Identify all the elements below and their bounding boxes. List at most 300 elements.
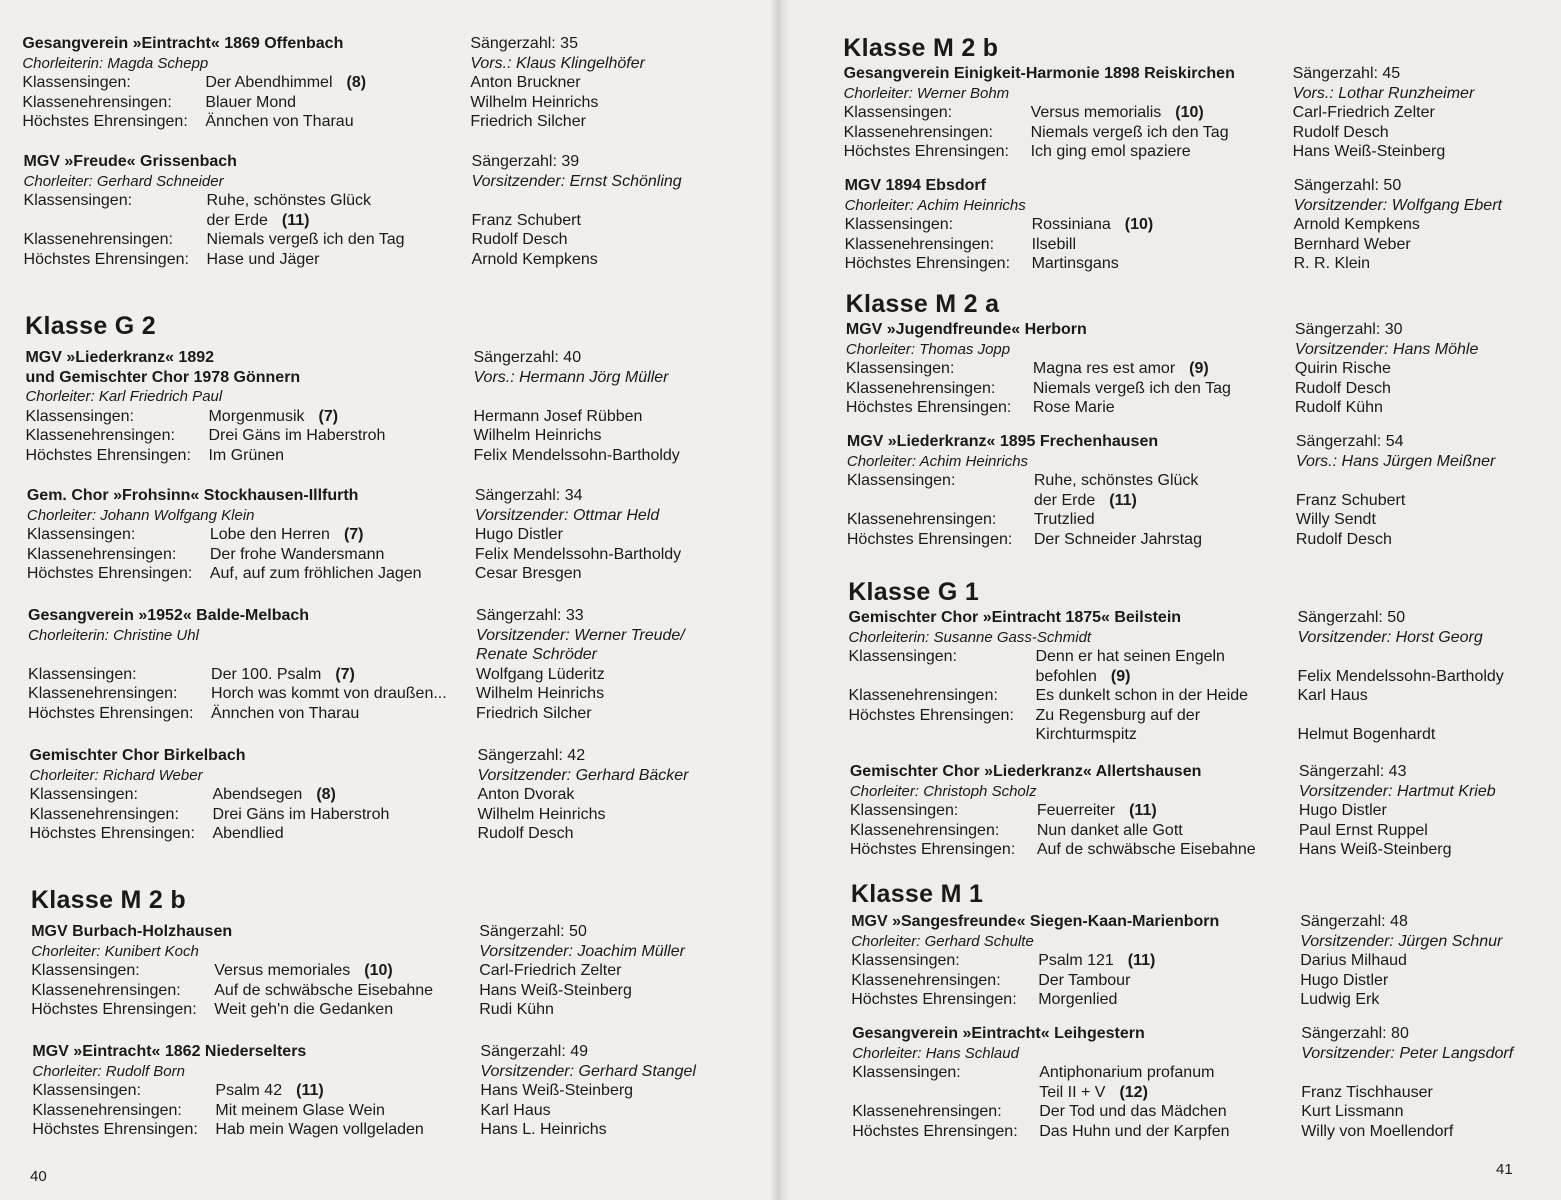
song-title-text: Ilsebill (1031, 235, 1077, 253)
composer: Franz Tischhauser (1301, 1083, 1433, 1101)
header-row (28, 645, 770, 665)
header-row (845, 176, 1556, 196)
header-row (29, 746, 770, 766)
song-title (211, 684, 447, 704)
song-title-text: Magna res est amor (1032, 360, 1176, 377)
choir-name-line2: und Gemischter Chor 1978 Gönnern (25, 368, 301, 386)
program-row (22, 93, 770, 113)
song-title-text: Psalm 121 (1038, 952, 1114, 969)
choir-entry (846, 320, 1556, 418)
song-title-text: Denn er hat seinen Engeln (1035, 648, 1225, 665)
singer-count: Sängerzahl: 54 (1295, 433, 1404, 450)
composer: Anton Bruckner (470, 74, 581, 91)
category-label: Klassenehrensingen: (22, 93, 172, 111)
difficulty-level: (12) (1119, 1083, 1148, 1101)
choir-name: Gesangverein Einigkeit-Harmonie 1898 Reiskirchen (843, 65, 1235, 82)
composer: Rudolf Desch (1295, 530, 1392, 548)
program-row (848, 686, 1556, 706)
song-title (1039, 1063, 1214, 1083)
program-row (24, 230, 770, 250)
category-label: Klassensingen: (29, 786, 138, 803)
category-label: Klassensingen: (846, 472, 956, 489)
program-row (851, 990, 1556, 1010)
composer: Helmut Bogenhardt (1297, 726, 1436, 743)
song-title-text: Drei Gäns im Haberstroh (212, 805, 390, 823)
program-row (850, 801, 1556, 821)
chair-person: Vorsitzender: Jürgen Schnur (1300, 932, 1503, 950)
choir-entry (844, 64, 1556, 162)
category-label: Höchstes Ehrensingen: (23, 250, 189, 268)
song-title-text: Niemals vergeß ich den Tag (206, 231, 405, 248)
song-title-text: Mit meinem Glase Wein (215, 1101, 385, 1119)
choir-entry (22, 34, 770, 132)
category-label: Klassensingen: (28, 665, 137, 683)
song-title-text: Drei Gäns im Haberstroh (208, 427, 386, 444)
chair-person: Vorsitzender: Werner Treude/ (476, 626, 685, 644)
choir-entry (847, 432, 1556, 549)
section-heading: Klasse M 2 b (30, 886, 186, 914)
program-row (28, 704, 770, 724)
composer: Wilhelm Heinrichs (476, 685, 605, 702)
composer: Wolfgang Lüderitz (476, 665, 605, 683)
difficulty-level: (8) (316, 786, 336, 803)
song-title (1035, 686, 1248, 706)
composer: Hans Weiß-Steinberg (1298, 841, 1452, 858)
song-title (214, 981, 433, 1001)
song-title (205, 112, 353, 132)
singer-count: Sängerzahl: 48 (1300, 913, 1408, 930)
singer-count: Sängerzahl: 40 (473, 349, 582, 366)
page-number-left: 40 (30, 1168, 47, 1185)
difficulty-level: (11) (296, 1082, 324, 1099)
program-row (852, 1063, 1556, 1083)
song-title-text: Horch was kommt von draußen... (211, 685, 447, 702)
category-label: Höchstes Ehrensingen: (851, 991, 1017, 1008)
song-title-text: Morgenlied (1038, 991, 1118, 1008)
program-row (850, 821, 1556, 841)
song-title-text: Teil II + V (1039, 1083, 1106, 1101)
song-title (1035, 647, 1224, 667)
song-title (1035, 725, 1136, 745)
category-label: Höchstes Ehrensingen: (29, 825, 195, 842)
song-title-text: Der Tod und das Mädchen (1039, 1103, 1227, 1120)
chair-person: Vorsitzender: Gerhard Stangel (480, 1062, 696, 1080)
composer: Carl-Friedrich Zelter (1292, 104, 1435, 121)
song-title (207, 191, 372, 211)
header-row (852, 1044, 1556, 1064)
song-title (208, 407, 338, 427)
program-row (852, 1122, 1556, 1142)
section-heading: Klasse G 2 (25, 312, 156, 340)
choir-name: MGV »Jugendfreunde« Herborn (845, 321, 1087, 338)
choir-name: MGV Burbach-Holzhausen (31, 923, 233, 940)
choir-entry (28, 606, 770, 723)
song-title-text: Versus memorialis (1030, 104, 1162, 121)
song-title-text: befohlen (1035, 667, 1097, 685)
song-title (1037, 840, 1256, 860)
category-label: Klassenehrensingen: (845, 379, 996, 397)
difficulty-level: (7) (343, 526, 364, 543)
chair-person-line2: Renate Schröder (476, 646, 598, 663)
bleed-through-spine-text (1526, 590, 1549, 596)
song-title-text: Martinsgans (1031, 255, 1119, 272)
song-title-text: Hase und Jäger (206, 250, 320, 268)
program-row (27, 545, 770, 565)
chair-person: Vorsitzender: Hans Möhle (1294, 340, 1479, 358)
composer: Quirin Rische (1294, 360, 1391, 377)
choir-name: Gemischter Chor »Eintracht 1875« Beilstein (848, 609, 1182, 626)
composer: Rudolf Desch (477, 825, 574, 842)
category-label: Höchstes Ehrensingen: (848, 706, 1014, 724)
chair-person: Vorsitzender: Wolfgang Ebert (1293, 196, 1502, 214)
program-row (25, 446, 770, 466)
category-label: Klassenehrensingen: (843, 123, 993, 141)
composer: Hans Weiß-Steinberg (479, 981, 632, 999)
song-title (1034, 530, 1202, 550)
program-row (847, 510, 1556, 530)
program-row (29, 824, 770, 844)
song-title (207, 211, 310, 231)
song-title-text: Rose Marie (1032, 399, 1115, 416)
song-title (1032, 235, 1076, 255)
program-row (28, 684, 770, 704)
category-label: Klassensingen: (32, 1082, 141, 1099)
choir-name: MGV 1894 Ebsdorf (844, 177, 986, 194)
choir-name: MGV »Eintracht« 1862 Niederselters (32, 1043, 307, 1060)
song-title (1031, 123, 1229, 143)
choir-entry (848, 608, 1556, 745)
song-title-text: Niemals vergeß ich den Tag (1032, 379, 1231, 397)
category-label: Höchstes Ehrensingen: (32, 1121, 198, 1138)
category-label: Klassensingen: (852, 1064, 961, 1081)
chair-person: Vors.: Lothar Runzheimer (1292, 84, 1475, 102)
song-title (1037, 801, 1157, 821)
difficulty-level: (10) (364, 962, 393, 979)
composer: Kurt Lissmann (1301, 1103, 1404, 1120)
program-row (24, 250, 770, 270)
song-title-text: Auf, auf zum fröhlichen Jagen (209, 565, 422, 582)
category-label: Klassensingen: (844, 216, 954, 233)
program-row (31, 981, 770, 1001)
category-label: Klassensingen: (851, 952, 960, 969)
song-title (211, 704, 359, 724)
header-row (851, 932, 1556, 952)
category-label: Höchstes Ehrensingen: (843, 143, 1009, 160)
choir-entry (29, 746, 770, 844)
category-label: Höchstes Ehrensingen: (22, 113, 188, 130)
song-title (205, 73, 366, 93)
song-title (1037, 821, 1183, 841)
difficulty-level: (11) (1109, 491, 1137, 509)
category-label: Klassenehrensingen: (846, 511, 997, 528)
category-label: Klassenehrensingen: (849, 821, 1000, 839)
song-title-text: Ännchen von Tharau (205, 113, 354, 130)
category-label: Klassensingen: (845, 360, 955, 377)
program-row (846, 398, 1556, 418)
program-row (844, 123, 1556, 143)
song-title (1039, 1122, 1229, 1142)
category-label: Klassenehrensingen: (852, 1103, 1002, 1120)
header-row (29, 766, 770, 786)
difficulty-level: (11) (1129, 802, 1157, 819)
program-row (27, 564, 770, 584)
singer-count: Sängerzahl: 45 (1292, 65, 1401, 82)
conductor: Chorleiter: Achim Heinrichs (846, 452, 1029, 470)
difficulty-level: (7) (318, 407, 339, 425)
category-label: Klassenehrensingen: (31, 981, 181, 999)
choir-name: MGV »Freude« Grissenbach (23, 153, 237, 170)
header-row (846, 340, 1556, 360)
song-title (1035, 706, 1200, 726)
header-row (27, 506, 770, 526)
conductor: Chorleiter: Hans Schlaud (852, 1044, 1019, 1062)
conductor: Chorleiter: Achim Heinrichs (844, 196, 1026, 214)
composer: Hugo Distler (474, 526, 563, 543)
composer: Felix Mendelssohn-Bartholdy (474, 545, 682, 563)
program-row (846, 359, 1556, 379)
category-label: Klassenehrensingen: (32, 1101, 182, 1119)
choir-entry (851, 912, 1556, 1010)
header-row (845, 196, 1556, 216)
song-title-text: Auf de schwäbsche Eisebahne (1036, 841, 1256, 858)
composer: Wilhelm Heinrichs (477, 805, 606, 823)
header-row (22, 54, 770, 74)
program-row (846, 379, 1556, 399)
song-title-text: Ännchen von Tharau (211, 704, 360, 722)
category-label: Klassensingen: (22, 74, 131, 91)
choir-name: MGV »Liederkranz« 1895 Frechenhausen (846, 433, 1159, 450)
song-title-text: Ruhe, schönstes Glück (206, 192, 372, 209)
header-row (25, 387, 770, 407)
category-label: Höchstes Ehrensingen: (852, 1122, 1018, 1140)
song-title (1032, 215, 1154, 235)
song-title (211, 665, 355, 685)
program-row (22, 73, 770, 93)
program-row (848, 725, 1556, 745)
chair-person: Vorsitzender: Hartmut Krieb (1298, 782, 1496, 800)
song-title-text: Ich ging emol spaziere (1030, 143, 1191, 160)
choir-name: MGV »Liederkranz« 1892 (25, 349, 215, 366)
composer: Felix Mendelssohn-Bartholdy (473, 446, 680, 464)
composer: Willy von Moellendorf (1301, 1122, 1454, 1140)
program-row (31, 1000, 770, 1020)
section-heading: Klasse M 2 a (845, 290, 1000, 318)
chair-person: Vorsitzender: Horst Georg (1297, 628, 1483, 646)
composer: Bernhard Weber (1293, 235, 1411, 253)
chair-person: Vors.: Klaus Klingelhöfer (470, 54, 645, 72)
singer-count: Sängerzahl: 50 (479, 923, 587, 940)
composer: Arnold Kempkens (471, 250, 598, 268)
book-gutter (770, 0, 788, 1200)
composer: Rudolf Desch (1294, 379, 1391, 397)
singer-count: Sängerzahl: 30 (1294, 321, 1403, 338)
song-title-text: Kirchturmspitz (1035, 726, 1137, 743)
choir-entry (24, 152, 770, 269)
song-title-text: Antiphonarium profanum (1039, 1064, 1215, 1081)
program-row (847, 491, 1556, 511)
category-label: Klassenehrensingen: (851, 971, 1001, 989)
difficulty-level: (10) (1124, 216, 1154, 233)
category-label: Klassensingen: (849, 802, 959, 819)
song-title (215, 1120, 423, 1140)
program-row (852, 1083, 1556, 1103)
header-row (847, 452, 1556, 472)
composer: Ludwig Erk (1300, 991, 1380, 1008)
conductor: Chorleiter: Gerhard Schneider (23, 172, 224, 190)
category-label: Klassenehrensingen: (848, 687, 998, 704)
composer: Hans Weiß-Steinberg (1292, 143, 1446, 160)
header-row (24, 172, 770, 192)
song-title-text: Abendlied (212, 825, 284, 842)
choir-entry (852, 1024, 1556, 1141)
singer-count: Sängerzahl: 39 (471, 153, 580, 170)
header-row (848, 628, 1556, 648)
choir-name: Gesangverein »1952« Balde-Melbach (28, 607, 310, 624)
conductor: Chorleiter: Karl Friedrich Paul (25, 388, 223, 405)
song-title-text: Trutzlied (1033, 511, 1095, 528)
program-row (850, 840, 1556, 860)
song-title-text: Der 100. Psalm (211, 665, 322, 683)
composer: Cesar Bresgen (474, 565, 582, 582)
song-title (1034, 510, 1095, 530)
song-title (215, 1101, 385, 1121)
page-40 (0, 0, 778, 1200)
conductor: Chorleiter: Gerhard Schulte (851, 932, 1034, 950)
song-title (212, 805, 389, 825)
category-label: Klassensingen: (26, 526, 136, 543)
category-label: Höchstes Ehrensingen: (25, 446, 191, 464)
difficulty-level: (7) (335, 665, 355, 683)
category-label: Klassenehrensingen: (26, 545, 177, 563)
header-row (852, 1024, 1556, 1044)
song-title-text: Abendsegen (212, 786, 303, 803)
composer: Anton Dvorak (477, 786, 575, 803)
song-title-text: Der Abendhimmel (205, 74, 333, 91)
header-row (850, 782, 1556, 802)
choir-name: MGV »Sangesfreunde« Siegen-Kaan-Marienborn (851, 913, 1220, 930)
singer-count: Sängerzahl: 33 (476, 607, 584, 624)
composer: Carl-Friedrich Zelter (479, 962, 622, 979)
composer: Wilhelm Heinrichs (470, 93, 599, 111)
header-row (24, 152, 770, 172)
composer: Hans L. Heinrichs (480, 1121, 607, 1138)
composer: Rudolf Kühn (1294, 399, 1383, 416)
song-title (212, 785, 335, 805)
conductor: Chorleiter: Richard Weber (29, 766, 203, 784)
category-label: Klassenehrensingen: (25, 427, 175, 444)
song-title-text: Das Huhn und der Karpfen (1039, 1122, 1230, 1140)
song-title (210, 545, 385, 565)
chair-person: Vors.: Hans Jürgen Meißner (1295, 452, 1496, 470)
category-label: Höchstes Ehrensingen: (844, 255, 1011, 272)
singer-count: Sängerzahl: 80 (1301, 1025, 1409, 1042)
choir-entry (32, 1042, 770, 1140)
header-row (31, 922, 770, 942)
composer: Karl Haus (480, 1101, 551, 1119)
song-title (1033, 398, 1115, 418)
category-label: Klassenehrensingen: (23, 231, 173, 248)
song-title (1038, 990, 1117, 1010)
singer-count: Sängerzahl: 34 (474, 487, 583, 504)
singer-count: Sängerzahl: 50 (1293, 177, 1402, 194)
choir-entry (27, 486, 770, 584)
composer: Franz Schubert (471, 211, 581, 229)
song-title-text: Morgenmusik (208, 407, 305, 425)
choir-entry (845, 176, 1556, 274)
header-row (848, 608, 1556, 628)
page-41 (778, 0, 1561, 1200)
song-title (210, 564, 422, 584)
program-row (851, 971, 1556, 991)
program-row (852, 1102, 1556, 1122)
song-title (1034, 491, 1137, 511)
header-row (25, 368, 770, 388)
chair-person: Vorsitzender: Ernst Schönling (471, 172, 682, 190)
program-row (29, 805, 770, 825)
composer: Felix Mendelssohn-Bartholdy (1297, 667, 1504, 685)
song-title (1033, 379, 1231, 399)
composer: Paul Ernst Ruppel (1298, 821, 1428, 839)
program-row (845, 215, 1556, 235)
conductor: Chorleiter: Rudolf Born (32, 1062, 185, 1080)
program-row (847, 471, 1556, 491)
song-title (207, 230, 405, 250)
category-label: Klassenehrensingen: (844, 235, 995, 253)
song-title-text: Feuerreiter (1036, 802, 1116, 819)
song-title-text: der Erde (1033, 491, 1096, 509)
difficulty-level: (10) (1175, 104, 1204, 121)
difficulty-level: (8) (346, 74, 367, 91)
conductor: Chorleiter: Christoph Scholz (849, 782, 1037, 800)
header-row (851, 912, 1556, 932)
composer: Karl Haus (1297, 687, 1368, 704)
choir-name: Gesangverein »Eintracht« 1869 Offenbach (22, 35, 344, 52)
song-title (1031, 103, 1204, 123)
song-title-text: Rossiniana (1031, 216, 1111, 233)
composer: Friedrich Silcher (470, 113, 586, 130)
program-row (848, 706, 1556, 726)
composer: Hermann Josef Rübben (473, 407, 643, 425)
category-label: Klassensingen: (23, 192, 133, 209)
choir-name: Gemischter Chor »Liederkranz« Allertshausen (849, 763, 1202, 780)
category-label: Höchstes Ehrensingen: (846, 530, 1013, 548)
program-row (848, 647, 1556, 667)
program-row (31, 961, 770, 981)
program-row (848, 667, 1556, 687)
program-row (32, 1120, 770, 1140)
composer: Friedrich Silcher (476, 704, 592, 722)
song-title (1031, 142, 1191, 162)
song-title (1034, 471, 1199, 491)
song-title (214, 1000, 393, 1020)
header-row (844, 84, 1556, 104)
header-row (31, 942, 770, 962)
song-title (1038, 971, 1130, 991)
header-row (846, 320, 1556, 340)
song-title (208, 446, 284, 466)
song-title-text: Niemals vergeß ich den Tag (1030, 123, 1229, 141)
header-row (25, 348, 770, 368)
conductor: Chorleiterin: Susanne Gass-Schmidt (848, 628, 1092, 646)
chair-person: Vorsitzender: Gerhard Bäcker (477, 766, 689, 784)
composer: Rudolf Desch (471, 231, 568, 248)
choir-name: Gesangverein »Eintracht« Leihgestern (852, 1025, 1145, 1042)
song-title (1039, 1083, 1148, 1103)
chair-person: Vorsitzender: Ottmar Held (474, 506, 660, 524)
program-row (24, 191, 770, 211)
choir-entry (31, 922, 770, 1020)
singer-count: Sängerzahl: 35 (470, 35, 578, 52)
